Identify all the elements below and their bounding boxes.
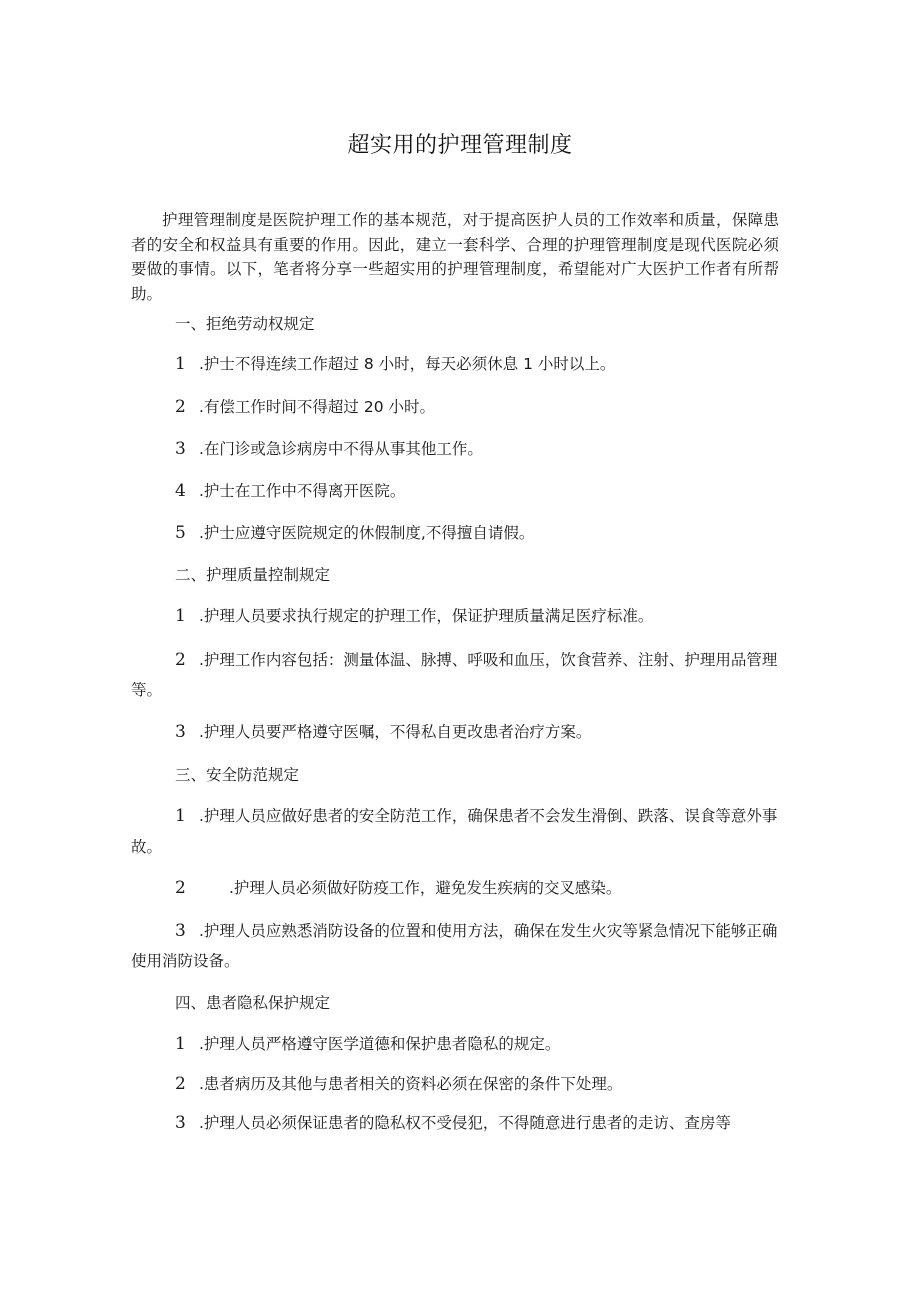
item-number: 3	[175, 921, 186, 941]
item-number: 2	[175, 878, 186, 898]
list-item	[131, 919, 823, 943]
list-item	[131, 437, 823, 461]
item-text: .护理人员必须做好防疫工作，避免发生疾病的交叉感染。	[229, 879, 622, 897]
item-number: 3	[175, 439, 186, 459]
item-number: 1	[175, 806, 186, 826]
list-item	[131, 720, 823, 744]
item-text: .护理人员要严格遵守医嘱，不得私自更改患者治疗方案。	[199, 723, 592, 741]
item-text: .护理人员严格遵守医学道德和保护患者隐私的规定。	[199, 1035, 561, 1053]
item-number: 2	[175, 650, 186, 670]
item-number: 3	[175, 722, 186, 742]
item-text: .护士应遵守医院规定的休假制度,不得擅自请假。	[199, 524, 535, 542]
item-number: 3	[175, 1113, 186, 1133]
item-text: .有偿工作时间不得超过 20 小时。	[199, 398, 436, 416]
item-text: .在门诊或急诊病房中不得从事其他工作。	[199, 440, 483, 458]
list-item	[131, 1032, 823, 1056]
item-number: 2	[175, 397, 186, 417]
item-continuation: 故。	[131, 838, 163, 856]
section-heading-4: 四、患者隐私保护规定	[175, 994, 331, 1012]
list-item	[131, 876, 823, 900]
list-item	[131, 1111, 823, 1135]
list-item	[131, 521, 823, 545]
item-number: 1	[175, 606, 186, 626]
list-item	[131, 479, 823, 503]
item-number: 5	[175, 523, 186, 543]
list-item	[131, 804, 823, 828]
intro-paragraph: 护理管理制度是医院护理工作的基本规范，对于提高医护人员的工作效率和质量，保障患者的安全和权益具有重要的作用。因此，建立一套科学、合理的护理管理制度是现代医院必须要做的事情。以下，笔者将分享一些超实用的护理管理制度，希望能对广大医护工作者有所帮助。	[131, 211, 779, 303]
item-text: .护理人员要求执行规定的护理工作，保证护理质量满足医疗标准。	[199, 607, 654, 625]
list-item	[131, 604, 823, 628]
item-text: .护理人员应做好患者的安全防范工作，确保患者不会发生滑倒、跌落、误食等意外事	[199, 807, 778, 825]
item-text: .护士不得连续工作超过 8 小时，每天必须休息 1 小时以上。	[199, 355, 616, 373]
list-item	[131, 648, 823, 672]
item-number: 1	[175, 354, 186, 374]
section-heading-2: 二、护理质量控制规定	[175, 566, 331, 584]
item-continuation: 使用消防设备。	[131, 952, 240, 970]
item-number: 2	[175, 1074, 186, 1094]
list-item	[131, 395, 823, 419]
item-text: .护士在工作中不得离开医院。	[199, 482, 406, 500]
item-text: .护理人员必须保证患者的隐私权不受侵犯，不得随意进行患者的走访、查房等	[199, 1114, 731, 1132]
item-continuation: 等。	[131, 681, 163, 699]
item-text: .患者病历及其他与患者相关的资料必须在保密的条件下处理。	[199, 1075, 623, 1093]
item-text: .护理人员应熟悉消防设备的位置和使用方法，确保在发生火灾等紧急情况下能够正确	[199, 922, 778, 940]
section-heading-3: 三、安全防范规定	[175, 766, 300, 784]
list-item	[131, 1072, 823, 1096]
item-text: .护理工作内容包括：测量体温、脉搏、呼吸和血压，饮食营养、注射、护理用品管理	[199, 651, 778, 669]
section-heading-1: 一、拒绝劳动权规定	[175, 315, 315, 333]
item-number: 1	[175, 1034, 186, 1054]
list-item	[131, 352, 823, 376]
document-title: 超实用的护理管理制度	[347, 133, 573, 158]
item-number: 4	[175, 481, 186, 501]
